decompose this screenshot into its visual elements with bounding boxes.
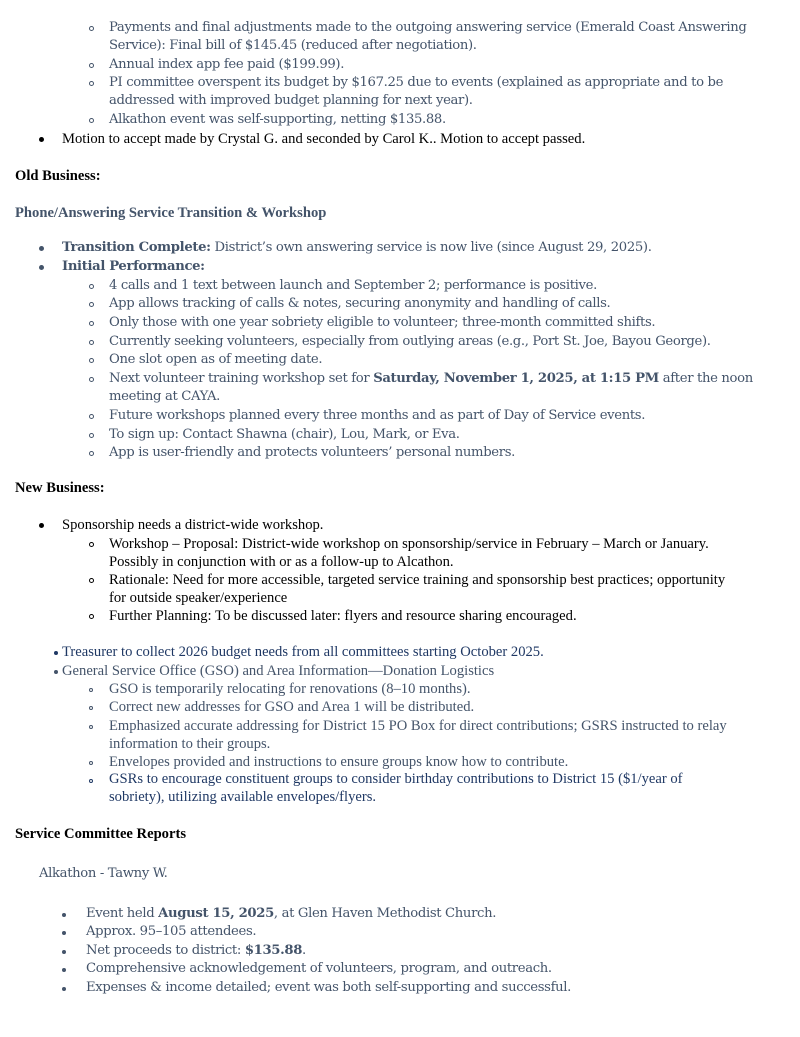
list-item-continuation: for outside speaker/experience bbox=[109, 590, 288, 606]
list-item: PI committee overspent its budget by $167.25 due to events (explained as appropriate and to be bbox=[109, 75, 724, 90]
circle-bullet-icon bbox=[89, 725, 93, 729]
disc-bullet-icon bbox=[54, 670, 58, 674]
item-text: , at Glen Haven Methodist Church. bbox=[273, 906, 497, 921]
circle-bullet-icon bbox=[89, 451, 94, 456]
circle-bullet-icon bbox=[89, 688, 93, 692]
circle-bullet-icon bbox=[89, 118, 94, 123]
circle-bullet-icon bbox=[89, 706, 93, 710]
subheading-answering-service: Phone/Answering Service Transition & Workshop bbox=[15, 205, 327, 221]
list-item: Annual index app fee paid ($199.99). bbox=[109, 57, 345, 72]
list-item: Rationale: Need for more accessible, targeted service training and sponsorship best practices; opportunity bbox=[109, 572, 726, 588]
list-item: Correct new addresses for GSO and Area 1 will be distributed. bbox=[109, 699, 475, 715]
event-date: August 15, 2025 bbox=[158, 906, 274, 921]
list-item: Approx. 95–105 attendees. bbox=[86, 924, 257, 939]
list-item-continuation: Possibly in conjunction with or as a follow-up to Alcathon. bbox=[109, 554, 454, 570]
list-item: Sponsorship needs a district-wide workshop. bbox=[62, 517, 324, 533]
item-label: Transition Complete: bbox=[62, 240, 211, 255]
circle-bullet-icon bbox=[89, 26, 94, 31]
list-item-continuation: sobriety), utilizing available envelopes/flyers. bbox=[109, 789, 377, 805]
list-item: Envelopes provided and instructions to ensure groups know how to contribute. bbox=[109, 754, 569, 770]
list-item: Emphasized accurate addressing for District 15 PO Box for direct contributions; GSRS instructed to relay bbox=[109, 718, 727, 734]
circle-bullet-icon bbox=[89, 614, 94, 619]
list-item: Alkathon event was self-supporting, netting $135.88. bbox=[109, 112, 446, 127]
item-label: Initial Performance: bbox=[62, 259, 205, 274]
disc-bullet-icon bbox=[39, 137, 44, 142]
list-item: One slot open as of meeting date. bbox=[109, 352, 323, 367]
item-text: after the noon bbox=[658, 371, 753, 386]
circle-bullet-icon bbox=[89, 433, 94, 438]
circle-bullet-icon bbox=[89, 63, 94, 68]
section-heading-service-reports: Service Committee Reports bbox=[15, 826, 186, 842]
subheading-alkathon: Alkathon - Tawny W. bbox=[39, 866, 168, 881]
list-item bbox=[62, 259, 205, 274]
list-item: Comprehensive acknowledgement of volunteers, program, and outreach. bbox=[86, 961, 552, 976]
list-item: Workshop – Proposal: District-wide workshop on sponsorship/service in February – March or January. bbox=[109, 536, 709, 552]
circle-bullet-icon bbox=[89, 414, 94, 419]
item-text: Net proceeds to district: bbox=[86, 943, 245, 958]
list-item: App allows tracking of calls & notes, securing anonymity and handling of calls. bbox=[109, 296, 611, 311]
disc-bullet-icon bbox=[62, 987, 66, 991]
list-item: To sign up: Contact Shawna (chair), Lou, Mark, or Eva. bbox=[109, 427, 460, 442]
list-item-continuation: Service): Final bill of $145.45 (reduced after negotiation). bbox=[109, 38, 477, 53]
net-proceeds: $135.88 bbox=[244, 943, 303, 958]
disc-bullet-icon bbox=[54, 651, 58, 655]
list-item-treasurer: Treasurer to collect 2026 budget needs from all committees starting October 2025. bbox=[62, 644, 544, 660]
list-item: App is user-friendly and protects volunteers’ personal numbers. bbox=[109, 445, 515, 460]
circle-bullet-icon bbox=[89, 377, 94, 382]
list-item: Currently seeking volunteers, especially from outlying areas (e.g., Port St. Joe, Bayou George). bbox=[109, 334, 711, 349]
list-item bbox=[86, 906, 496, 921]
disc-bullet-icon bbox=[62, 950, 66, 954]
circle-bullet-icon bbox=[89, 761, 93, 765]
circle-bullet-icon bbox=[89, 542, 94, 547]
disc-bullet-icon bbox=[62, 913, 66, 917]
item-text: Event held bbox=[86, 906, 159, 921]
list-item bbox=[109, 371, 753, 386]
list-item-gso: General Service Office (GSO) and Area Information—Donation Logistics bbox=[62, 663, 495, 679]
disc-bullet-icon bbox=[62, 968, 66, 972]
disc-bullet-icon bbox=[39, 265, 44, 270]
circle-bullet-icon bbox=[89, 321, 94, 326]
motion-text: Motion to accept made by Crystal G. and seconded by Carol K.. Motion to accept passed. bbox=[62, 131, 586, 147]
list-item: Future workshops planned every three months and as part of Day of Service events. bbox=[109, 408, 646, 423]
workshop-date: Saturday, November 1, 2025, at 1:15 PM bbox=[373, 371, 659, 386]
list-item-continuation: information to their groups. bbox=[109, 736, 271, 752]
item-text: Next volunteer training workshop set for bbox=[109, 371, 374, 386]
list-item bbox=[62, 240, 652, 255]
disc-bullet-icon bbox=[39, 523, 44, 528]
list-item: Only those with one year sobriety eligible to volunteer; three-month committed shifts. bbox=[109, 315, 656, 330]
circle-bullet-icon bbox=[89, 302, 94, 307]
list-item: Further Planning: To be discussed later: flyers and resource sharing encouraged. bbox=[109, 608, 577, 624]
circle-bullet-icon bbox=[89, 779, 93, 783]
item-text: . bbox=[302, 943, 306, 958]
disc-bullet-icon bbox=[39, 246, 44, 251]
list-item: Payments and final adjustments made to the outgoing answering service (Emerald Coast Answering bbox=[109, 20, 747, 35]
circle-bullet-icon bbox=[89, 284, 94, 289]
section-heading-old-business: Old Business: bbox=[15, 168, 101, 184]
circle-bullet-icon bbox=[89, 578, 94, 583]
section-heading-new-business: New Business: bbox=[15, 480, 105, 496]
list-item: 4 calls and 1 text between launch and September 2; performance is positive. bbox=[109, 278, 597, 293]
circle-bullet-icon bbox=[89, 340, 94, 345]
list-item-continuation: meeting at CAYA. bbox=[109, 389, 220, 404]
list-item bbox=[86, 943, 306, 958]
item-text: District’s own answering service is now live (since August 29, 2025). bbox=[210, 240, 652, 255]
list-item: Expenses & income detailed; event was both self-supporting and successful. bbox=[86, 980, 571, 995]
circle-bullet-icon bbox=[89, 81, 94, 86]
disc-bullet-icon bbox=[62, 931, 66, 935]
list-item: GSRs to encourage constituent groups to consider birthday contributions to District 15 ($1/year of bbox=[109, 771, 683, 787]
list-item: GSO is temporarily relocating for renovations (8–10 months). bbox=[109, 681, 471, 697]
list-item-continuation: addressed with improved budget planning for next year). bbox=[109, 93, 473, 108]
circle-bullet-icon bbox=[89, 358, 94, 363]
